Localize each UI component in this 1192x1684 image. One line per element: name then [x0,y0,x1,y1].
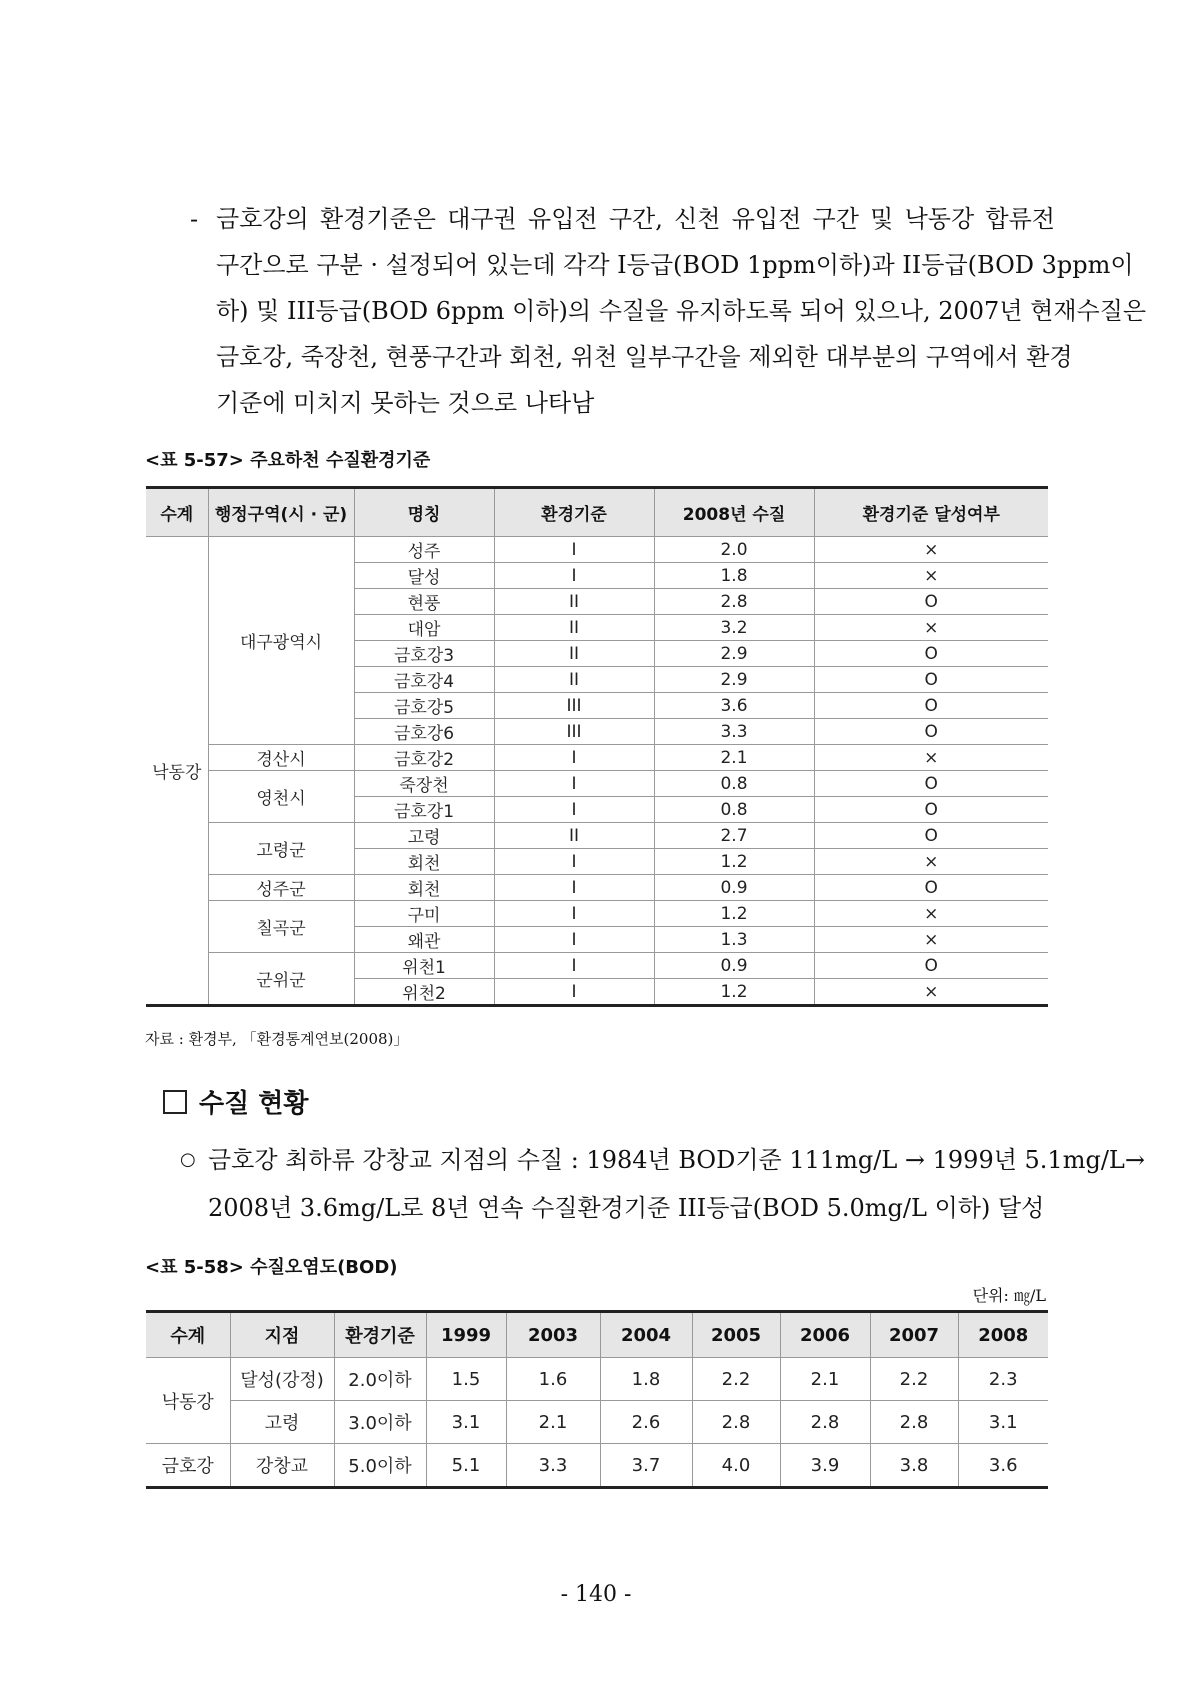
achieved-cell: O [814,875,1048,901]
achieved-cell: O [814,771,1048,797]
value-cell: 2.8 [780,1401,870,1444]
std-cell: I [494,745,654,771]
region-cell: 칠곡군 [208,901,354,953]
header-cell: 2006 [780,1312,870,1358]
achieved-cell: O [814,667,1048,693]
header-cell: 명칭 [354,488,494,537]
value-cell: 5.1 [426,1444,506,1488]
std-cell: I [494,927,654,953]
quality-cell: 1.3 [654,927,814,953]
value-cell: 1.5 [426,1358,506,1401]
name-cell: 성주 [354,537,494,563]
std-cell: I [494,953,654,979]
table-header-row [146,1312,1048,1358]
quality-cell: 0.8 [654,797,814,823]
achieved-cell: × [814,537,1048,563]
value-cell: 2.2 [692,1358,780,1401]
site-cell: 고령 [230,1401,334,1444]
table2-caption: <표 5-58> 수질오염도(BOD) [145,1257,398,1278]
achieved-cell: × [814,901,1048,927]
name-cell: 위천2 [354,979,494,1006]
value-cell: 3.7 [600,1444,692,1488]
name-cell: 금호강3 [354,641,494,667]
site-cell: 강창교 [230,1444,334,1488]
section-title: 수질 현황 [199,1089,309,1119]
bullet-circle-icon: ○ [180,1149,196,1170]
table-row [146,771,1048,797]
name-cell: 금호강2 [354,745,494,771]
header-cell: 2005 [692,1312,780,1358]
header-cell: 지점 [230,1312,334,1358]
checkbox-square-icon [163,1090,187,1114]
std-cell: II [494,589,654,615]
region-cell: 군위군 [208,953,354,1006]
quality-cell: 2.0 [654,537,814,563]
value-cell: 3.8 [870,1444,958,1488]
achieved-cell: × [814,745,1048,771]
value-cell: 3.9 [780,1444,870,1488]
region-cell: 영천시 [208,771,354,823]
table-row [146,1401,1048,1444]
name-cell: 회천 [354,849,494,875]
name-cell: 위천1 [354,953,494,979]
river-cell: 낙동강 [146,1358,230,1444]
header-cell: 2004 [600,1312,692,1358]
site-cell: 달성(강정) [230,1358,334,1401]
header-cell: 2008 [958,1312,1048,1358]
quality-cell: 2.1 [654,745,814,771]
achieved-cell: O [814,719,1048,745]
achieved-cell: O [814,797,1048,823]
std-cell: II [494,641,654,667]
std-cell: I [494,849,654,875]
header-cell: 수계 [146,1312,230,1358]
dash-marker: - [190,205,199,233]
std-cell: I [494,537,654,563]
value-cell: 2.3 [958,1358,1048,1401]
region-cell: 성주군 [208,875,354,901]
bod-table [146,1310,1048,1489]
std-cell: I [494,875,654,901]
section-heading [163,1083,309,1120]
quality-cell: 1.8 [654,563,814,589]
std-cell: II [494,823,654,849]
value-cell: 2.6 [600,1401,692,1444]
table1-source: 자료 : 환경부, 「환경통계연보(2008)」 [145,1030,409,1048]
quality-cell: 3.6 [654,693,814,719]
paragraph-line: 하) 및 III등급(BOD 6ppm 이하)의 수질을 유지하도록 되어 있으나, 2007년 현재수질은 [216,297,1147,325]
header-cell: 환경기준 달성여부 [814,488,1048,537]
name-cell: 죽장천 [354,771,494,797]
header-cell: 수계 [146,488,208,537]
region-cell: 대구광역시 [208,537,354,745]
name-cell: 회천 [354,875,494,901]
region-cell: 고령군 [208,823,354,875]
value-cell: 2.1 [780,1358,870,1401]
quality-cell: 3.2 [654,615,814,641]
table-row [146,901,1048,927]
bullet-line: 금호강 최하류 강창교 지점의 수질 : 1984년 BOD기준 111mg/L → 1999년 5.1mg/L→ [208,1146,1145,1174]
table-row [146,537,1048,563]
table1-caption: <표 5-57> 주요하천 수질환경기준 [145,450,431,471]
name-cell: 구미 [354,901,494,927]
paragraph-line: 금호강, 죽장천, 현풍구간과 회천, 위천 일부구간을 제외한 대부분의 구역에서 환경 [216,343,1073,371]
header-cell: 환경기준 [334,1312,426,1358]
achieved-cell: O [814,589,1048,615]
table-row [146,953,1048,979]
achieved-cell: O [814,641,1048,667]
value-cell: 1.8 [600,1358,692,1401]
value-cell: 1.6 [506,1358,600,1401]
std-cell: 5.0이하 [334,1444,426,1488]
bullet-line: 2008년 3.6mg/L로 8년 연속 수질환경기준 III등급(BOD 5.0mg/L 이하) 달성 [208,1194,1045,1222]
achieved-cell: × [814,615,1048,641]
value-cell: 2.1 [506,1401,600,1444]
name-cell: 금호강6 [354,719,494,745]
value-cell: 2.8 [870,1401,958,1444]
unit-label: 단위: ㎎/L [972,1286,1046,1305]
page-number: - 140 - [560,1582,632,1607]
std-cell: 3.0이하 [334,1401,426,1444]
achieved-cell: × [814,849,1048,875]
paragraph-line: 금호강의 환경기준은 대구권 유입전 구간, 신천 유입전 구간 및 낙동강 합류전 [216,205,1055,233]
quality-cell: 0.9 [654,875,814,901]
std-cell: I [494,563,654,589]
river-cell: 낙동강 [146,537,208,1006]
region-cell: 경산시 [208,745,354,771]
achieved-cell: × [814,563,1048,589]
water-standard-table [146,486,1048,1007]
header-cell: 2007 [870,1312,958,1358]
name-cell: 현풍 [354,589,494,615]
quality-cell: 1.2 [654,979,814,1006]
header-cell: 1999 [426,1312,506,1358]
value-cell: 3.1 [958,1401,1048,1444]
std-cell: III [494,693,654,719]
std-cell: I [494,771,654,797]
name-cell: 금호강5 [354,693,494,719]
achieved-cell: × [814,979,1048,1006]
value-cell: 2.2 [870,1358,958,1401]
name-cell: 왜관 [354,927,494,953]
name-cell: 금호강1 [354,797,494,823]
quality-cell: 1.2 [654,901,814,927]
intro-paragraph [190,196,1147,426]
table-row [146,823,1048,849]
name-cell: 금호강4 [354,667,494,693]
value-cell: 3.6 [958,1444,1048,1488]
name-cell: 달성 [354,563,494,589]
table-header-row [146,488,1048,537]
paragraph-line: 기준에 미치지 못하는 것으로 나타남 [216,389,595,417]
table-row [146,1358,1048,1401]
table-row [146,745,1048,771]
quality-cell: 2.7 [654,823,814,849]
std-cell: I [494,797,654,823]
value-cell: 3.1 [426,1401,506,1444]
achieved-cell: × [814,927,1048,953]
name-cell: 고령 [354,823,494,849]
paragraph-line: 구간으로 구분 · 설정되어 있는데 각각 I등급(BOD 1ppm이하)과 II등급(BOD 3ppm이 [216,251,1134,279]
quality-cell: 0.8 [654,771,814,797]
value-cell: 3.3 [506,1444,600,1488]
bullet-paragraph [180,1136,1145,1232]
header-cell: 2008년 수질 [654,488,814,537]
quality-cell: 3.3 [654,719,814,745]
name-cell: 대암 [354,615,494,641]
achieved-cell: O [814,823,1048,849]
value-cell: 4.0 [692,1444,780,1488]
table-row [146,1444,1048,1488]
quality-cell: 2.9 [654,641,814,667]
quality-cell: 2.9 [654,667,814,693]
header-cell: 환경기준 [494,488,654,537]
std-cell: I [494,979,654,1006]
achieved-cell: O [814,953,1048,979]
header-cell: 2003 [506,1312,600,1358]
table-row [146,875,1048,901]
std-cell: I [494,901,654,927]
std-cell: III [494,719,654,745]
value-cell: 2.8 [692,1401,780,1444]
std-cell: II [494,615,654,641]
std-cell: 2.0이하 [334,1358,426,1401]
std-cell: II [494,667,654,693]
river-cell: 금호강 [146,1444,230,1488]
quality-cell: 2.8 [654,589,814,615]
quality-cell: 1.2 [654,849,814,875]
header-cell: 행정구역(시 · 군) [208,488,354,537]
achieved-cell: O [814,693,1048,719]
quality-cell: 0.9 [654,953,814,979]
